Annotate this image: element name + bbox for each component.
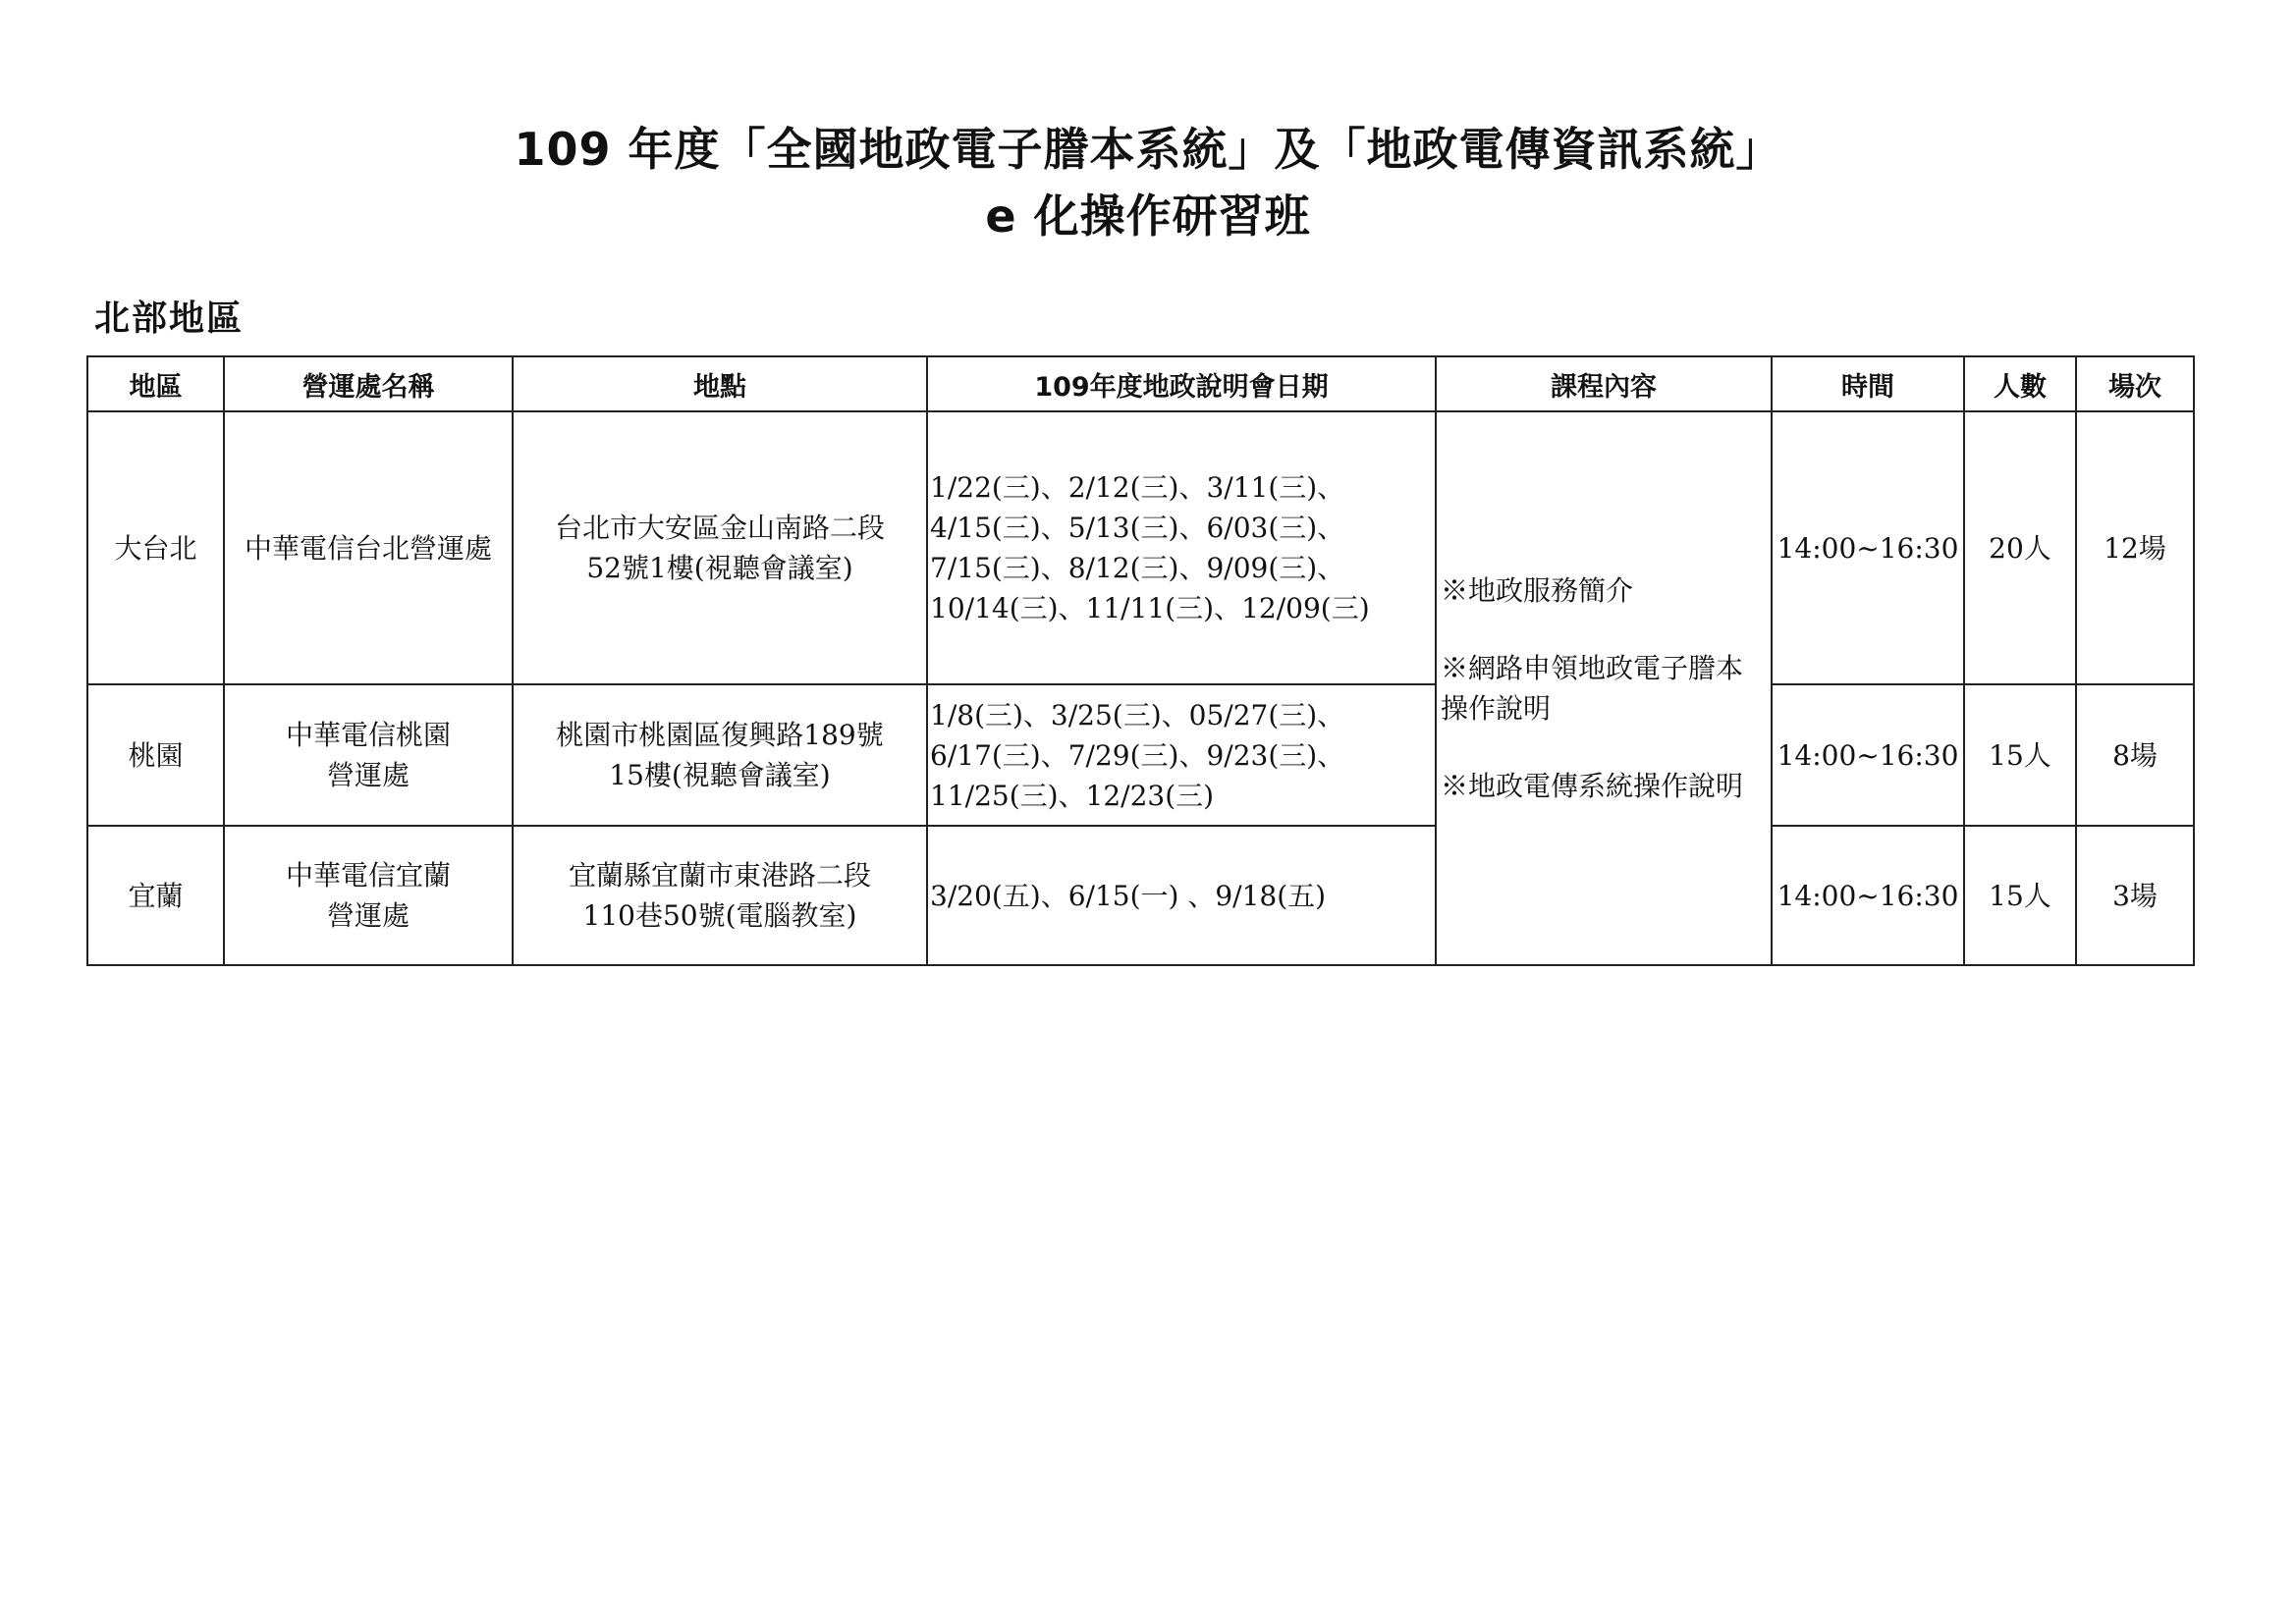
date-line: 10/14(三)、11/11(三)、12/09(三) <box>930 592 1370 624</box>
location-cell <box>513 684 927 826</box>
table-row <box>87 826 2194 965</box>
header-area: 地區 <box>87 356 224 411</box>
document-title <box>0 116 2296 249</box>
table-row <box>87 411 2194 684</box>
sessions-cell: 12場 <box>2076 411 2194 684</box>
sessions-cell: 8場 <box>2076 684 2194 826</box>
location-line: 台北市大安區金山南路二段 <box>554 512 885 544</box>
date-line: 3/20(五)、6/15(一) 、9/18(五) <box>930 879 1327 912</box>
location-line: 桃園市桃園區復興路189號 <box>556 719 884 751</box>
office-line: 中華電信台北營運處 <box>244 531 492 565</box>
course-cell <box>1436 411 1772 965</box>
header-location: 地點 <box>513 356 927 411</box>
dates-cell <box>927 411 1436 684</box>
date-line: 11/25(三)、12/23(三) <box>930 779 1215 812</box>
date-line: 1/8(三)、3/25(三)、05/27(三)、 <box>930 698 1345 731</box>
dates-cell <box>927 826 1436 965</box>
sessions-cell: 3場 <box>2076 826 2194 965</box>
office-line: 中華電信宜蘭 <box>285 859 451 892</box>
location-cell <box>513 411 927 684</box>
table-header-row <box>87 356 2194 411</box>
time-cell: 14:00~16:30 <box>1772 411 1964 684</box>
people-cell: 20人 <box>1964 411 2076 684</box>
header-office: 營運處名稱 <box>224 356 513 411</box>
header-course: 課程內容 <box>1436 356 1772 411</box>
area-cell: 大台北 <box>87 411 224 684</box>
office-line: 中華電信桃園 <box>285 719 451 751</box>
office-cell <box>224 826 513 965</box>
date-line: 4/15(三)、5/13(三)、6/03(三)、 <box>930 512 1345 544</box>
location-line: 110巷50號(電腦教室) <box>582 899 857 932</box>
header-sessions: 場次 <box>2076 356 2194 411</box>
course-item: ※網路申領地政電子謄本操作說明 <box>1441 652 1744 725</box>
course-item: ※地政電傳系統操作說明 <box>1441 770 1744 802</box>
people-cell: 15人 <box>1964 826 2076 965</box>
date-line: 1/22(三)、2/12(三)、3/11(三)、 <box>930 471 1345 504</box>
date-line: 6/17(三)、7/29(三)、9/23(三)、 <box>930 738 1345 772</box>
people-cell: 15人 <box>1964 684 2076 826</box>
location-line: 15樓(視聽會議室) <box>609 759 831 791</box>
office-cell <box>224 684 513 826</box>
region-heading: 北部地區 <box>94 298 245 339</box>
schedule-table <box>86 355 2195 966</box>
table-row <box>87 684 2194 826</box>
area-cell: 宜蘭 <box>87 826 224 965</box>
area-cell: 桃園 <box>87 684 224 826</box>
office-line: 營運處 <box>326 899 410 932</box>
dates-cell <box>927 684 1436 826</box>
office-line: 營運處 <box>326 759 410 791</box>
header-dates: 109年度地政說明會日期 <box>927 356 1436 411</box>
location-cell <box>513 826 927 965</box>
title-line-1: 109 年度「全國地政電子謄本系統」及「地政電傳資訊系統」 <box>514 123 1782 176</box>
header-time: 時間 <box>1772 356 1964 411</box>
header-people: 人數 <box>1964 356 2076 411</box>
date-line: 7/15(三)、8/12(三)、9/09(三)、 <box>930 552 1345 584</box>
location-line: 52號1樓(視聽會議室) <box>586 552 853 584</box>
location-line: 宜蘭縣宜蘭市東港路二段 <box>568 859 871 892</box>
course-item: ※地政服務簡介 <box>1441 574 1634 607</box>
title-line-2: e 化操作研習班 <box>985 189 1311 243</box>
office-cell <box>224 411 513 684</box>
time-cell: 14:00~16:30 <box>1772 826 1964 965</box>
time-cell: 14:00~16:30 <box>1772 684 1964 826</box>
